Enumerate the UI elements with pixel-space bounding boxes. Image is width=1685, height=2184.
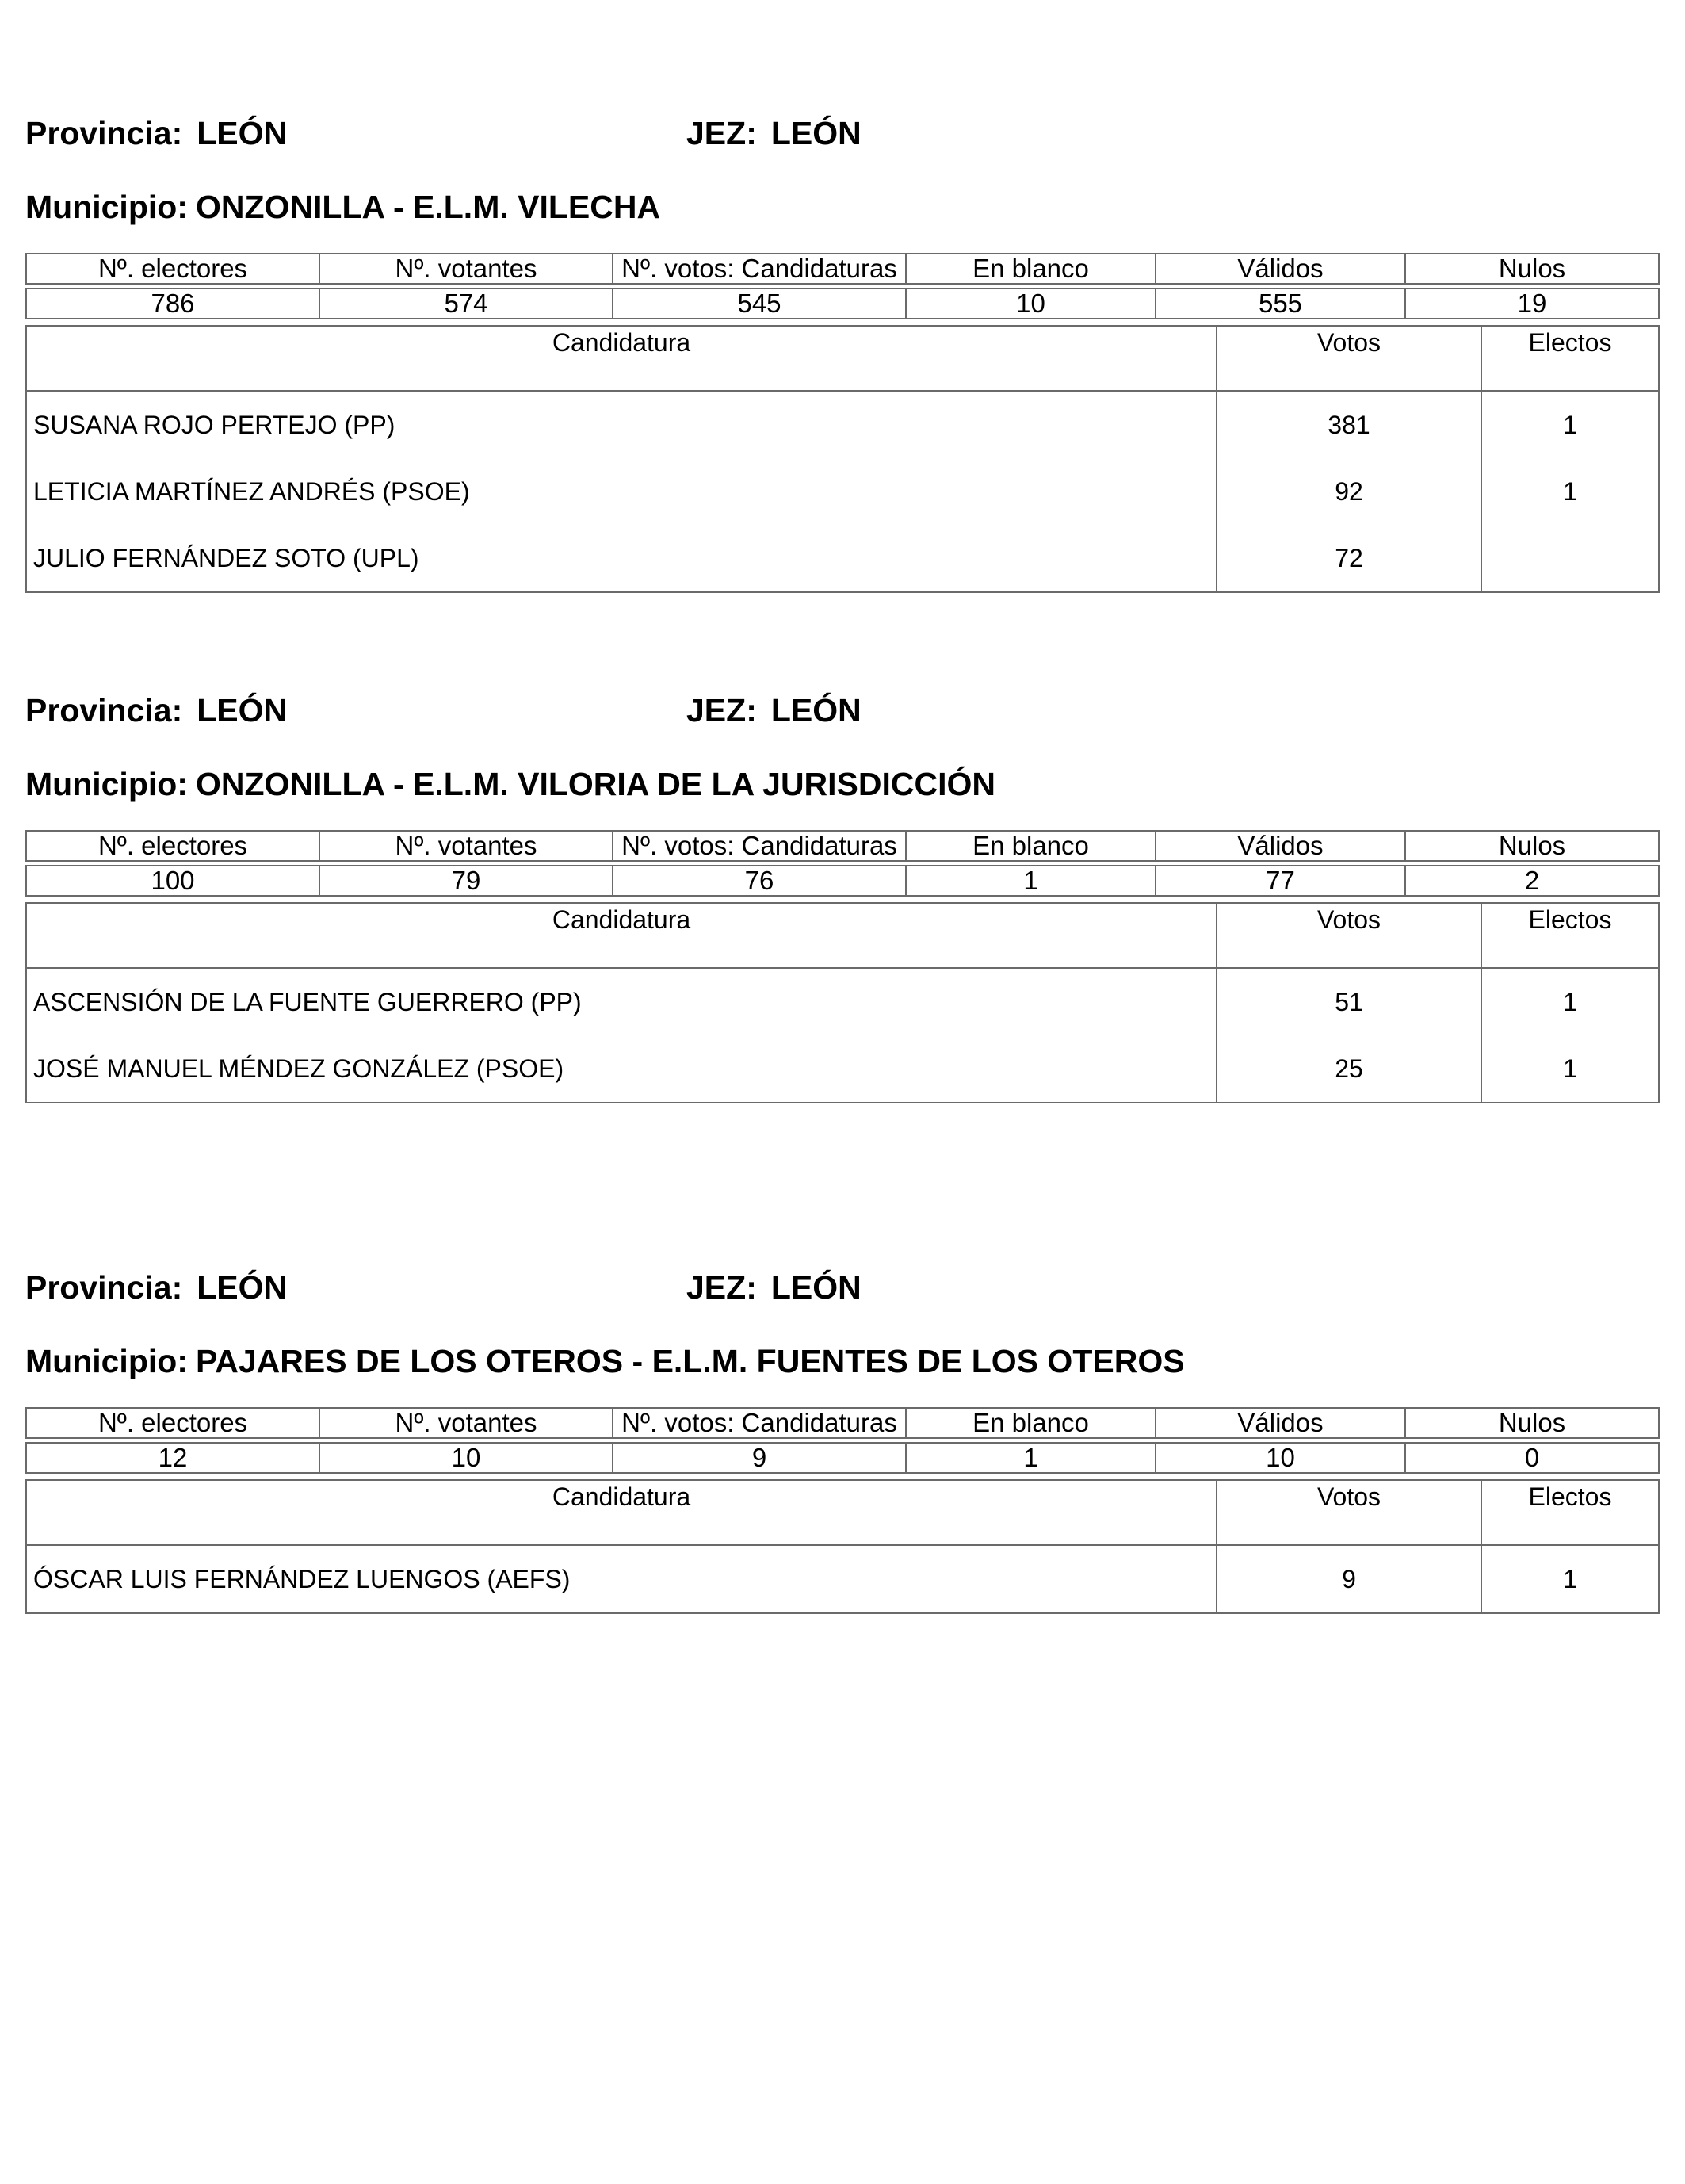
jez-label: JEZ:	[686, 1269, 757, 1306]
candidate-name: JULIO FERNÁNDEZ SOTO (UPL)	[26, 525, 1217, 592]
candidates-table	[25, 325, 1660, 593]
candidate-name: ASCENSIÓN DE LA FUENTE GUERRERO (PP)	[26, 968, 1217, 1035]
stats-header: Nº. votos: Candidaturas	[613, 1408, 906, 1438]
candidates-header-row	[26, 326, 1659, 391]
stats-header: Válidos	[1156, 831, 1405, 861]
municipio-line	[25, 768, 995, 801]
candidate-votos: 72	[1217, 525, 1481, 592]
stats-header: Nº. electores	[26, 831, 319, 861]
votos-header: Votos	[1217, 326, 1481, 391]
candidate-row	[26, 1035, 1659, 1103]
stats-value: 9	[613, 1443, 906, 1473]
stats-value: 555	[1156, 289, 1405, 319]
stats-value: 10	[319, 1443, 613, 1473]
stats-value: 786	[26, 289, 319, 319]
candidate-electos: 1	[1481, 1545, 1659, 1613]
jez-label: JEZ:	[686, 692, 757, 729]
candidates-header-row	[26, 1480, 1659, 1545]
electos-header: Electos	[1481, 326, 1659, 391]
candidate-name: SUSANA ROJO PERTEJO (PP)	[26, 391, 1217, 458]
candidate-name: LETICIA MARTÍNEZ ANDRÉS (PSOE)	[26, 458, 1217, 525]
electos-header: Electos	[1481, 1480, 1659, 1545]
candidatura-header: Candidatura	[26, 326, 1217, 391]
candidate-name: JOSÉ MANUEL MÉNDEZ GONZÁLEZ (PSOE)	[26, 1035, 1217, 1103]
stats-value: 12	[26, 1443, 319, 1473]
stats-value: 77	[1156, 866, 1405, 896]
candidate-votos: 25	[1217, 1035, 1481, 1103]
votos-header: Votos	[1217, 1480, 1481, 1545]
jez-line	[686, 1269, 862, 1306]
jez-value: LEÓN	[770, 115, 862, 151]
stats-value: 1	[906, 1443, 1156, 1473]
electos-header: Electos	[1481, 903, 1659, 968]
stats-header: Nulos	[1405, 254, 1659, 284]
provincia-label: Provincia:	[25, 1269, 183, 1306]
candidate-electos	[1481, 525, 1659, 592]
candidate-row	[26, 525, 1659, 592]
candidate-votos: 51	[1217, 968, 1481, 1035]
stats-value: 76	[613, 866, 906, 896]
candidate-row	[26, 1545, 1659, 1613]
stats-table	[25, 253, 1660, 319]
provincia-line	[25, 117, 287, 150]
candidatura-header: Candidatura	[26, 1480, 1217, 1545]
municipio-label: Municipio:	[25, 189, 188, 225]
stats-value: 574	[319, 289, 613, 319]
stats-value: 79	[319, 866, 613, 896]
provincia-line	[25, 694, 287, 727]
municipio-value: ONZONILLA - E.L.M. VILORIA DE LA JURISDICCIÓN	[195, 766, 996, 802]
municipio-label: Municipio:	[25, 766, 188, 802]
votos-header: Votos	[1217, 903, 1481, 968]
stats-value-row	[26, 1443, 1659, 1473]
candidate-row	[26, 968, 1659, 1035]
candidate-votos: 92	[1217, 458, 1481, 525]
candidate-votos: 9	[1217, 1545, 1481, 1613]
provincia-line	[25, 1269, 288, 1306]
stats-header: En blanco	[906, 254, 1156, 284]
municipio-value: ONZONILLA - E.L.M. VILECHA	[195, 189, 661, 225]
stats-value: 2	[1405, 866, 1659, 896]
jez-line	[686, 694, 862, 727]
stats-header: Nulos	[1405, 1408, 1659, 1438]
stats-value: 100	[26, 866, 319, 896]
stats-value: 0	[1405, 1443, 1659, 1473]
municipio-label: Municipio:	[25, 1343, 188, 1379]
stats-header: Nº. votantes	[319, 1408, 613, 1438]
candidate-electos: 1	[1481, 968, 1659, 1035]
stats-header: Nº. votantes	[319, 831, 613, 861]
stats-header: Nº. votos: Candidaturas	[613, 254, 906, 284]
stats-value: 1	[906, 866, 1156, 896]
stats-header: En blanco	[906, 831, 1156, 861]
stats-value: 10	[906, 289, 1156, 319]
stats-table	[25, 830, 1660, 897]
stats-header: En blanco	[906, 1408, 1156, 1438]
municipio-value: PAJARES DE LOS OTEROS - E.L.M. FUENTES DE LOS OTEROS	[195, 1343, 1185, 1379]
stats-value-row	[26, 866, 1659, 896]
stats-table	[25, 1407, 1660, 1474]
municipio-line	[25, 191, 660, 224]
jez-line	[686, 117, 862, 150]
stats-value: 545	[613, 289, 906, 319]
provincia-label: Provincia:	[25, 692, 183, 729]
stats-header-row	[26, 1408, 1659, 1438]
stats-value: 19	[1405, 289, 1659, 319]
jez-label: JEZ:	[686, 115, 757, 151]
stats-header: Nº. votantes	[319, 254, 613, 284]
stats-header: Nº. electores	[26, 254, 319, 284]
stats-header-row	[26, 254, 1659, 284]
jez-value: LEÓN	[770, 1269, 862, 1306]
candidatura-header: Candidatura	[26, 903, 1217, 968]
candidate-name: ÓSCAR LUIS FERNÁNDEZ LUENGOS (AEFS)	[26, 1545, 1217, 1613]
municipio-line	[25, 1345, 1185, 1378]
provincia-value: LEÓN	[197, 1269, 288, 1306]
stats-header: Nº. votos: Candidaturas	[613, 831, 906, 861]
stats-header: Nulos	[1405, 831, 1659, 861]
candidates-table	[25, 902, 1660, 1103]
stats-header: Válidos	[1156, 254, 1405, 284]
candidate-row	[26, 391, 1659, 458]
candidate-row	[26, 458, 1659, 525]
candidate-votos: 381	[1217, 391, 1481, 458]
provincia-label: Provincia:	[25, 115, 183, 151]
stats-value-row	[26, 289, 1659, 319]
candidate-electos: 1	[1481, 1035, 1659, 1103]
stats-header: Nº. electores	[26, 1408, 319, 1438]
provincia-value: LEÓN	[197, 692, 288, 729]
provincia-value: LEÓN	[197, 115, 288, 151]
candidate-electos: 1	[1481, 391, 1659, 458]
stats-header: Válidos	[1156, 1408, 1405, 1438]
jez-value: LEÓN	[770, 692, 862, 729]
stats-value: 10	[1156, 1443, 1405, 1473]
stats-header-row	[26, 831, 1659, 861]
candidates-table	[25, 1479, 1660, 1614]
candidate-electos: 1	[1481, 458, 1659, 525]
candidates-header-row	[26, 903, 1659, 968]
